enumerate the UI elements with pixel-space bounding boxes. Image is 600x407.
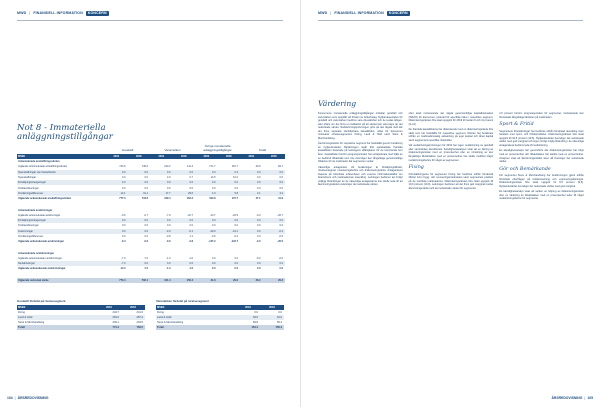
header-section: MWD	[318, 11, 328, 15]
table-cell: 12.1	[120, 191, 126, 195]
paragraph: En känslighetsanalys har genomförts där diskonteringsräntan har höjts med en procentenhet och tillväxttakten har sänkts med en procentenhet. Analysen visar att återvinningsvärdet även då överstiger det redovisade värdet.	[499, 149, 584, 164]
header-separator: |	[330, 11, 332, 15]
paragraph: 2,0 procent bortom prognosperioden för segmentet, motsvarande den förväntade långsiktiga tillväxten på marknaden.	[499, 112, 584, 119]
table-cell: -0.5	[278, 235, 283, 238]
table-cell: 29.3	[278, 278, 283, 282]
text-column	[499, 112, 584, 390]
table-cell: 84.7	[278, 165, 283, 169]
table-cell: 0.0	[234, 186, 238, 190]
row-label: Utgående ackumulerade avskrivningar	[18, 240, 64, 244]
table-cell: -7.9	[166, 213, 171, 217]
paragraph: För segmentet Store & Merchandising har bedömningen gjorts utifrån förväntad efterfrågan på butiksinredning och exponeringslösningar. Diskonteringsräntan före skatt uppgick till 9,5 procent (9,5). Nyttjandevärdet överstiger det redovisade värdet med god marginal.	[499, 174, 584, 188]
table-cell: 0.0	[122, 229, 126, 233]
table-cell: -0.6	[121, 213, 126, 217]
table-cell: 169.4	[164, 197, 171, 201]
table-cell: -4.9	[166, 229, 171, 233]
table-cell: 0.0	[144, 219, 148, 223]
table-cell: -0.6	[143, 240, 148, 244]
header-year: 2019	[203, 155, 210, 158]
table-cell: 156.4	[186, 278, 193, 282]
row-label: Utgående ackumulerade anskaffningsvärden	[18, 197, 72, 201]
table-cell: -22.7	[187, 213, 193, 217]
table-cell: 0.0	[234, 219, 238, 223]
row-label: Totalt	[157, 325, 164, 329]
paragraph: Vid nedskrivningsprövningen för 2019 har ingen nedskrivning av goodwill eller varumärken identifierats. Känslighetsanalyser visar att en ökning av diskonteringsräntan med en procentenhet eller en minskning av den långsiktiga tillväxttakten med en procentenhet inte skulle medföra något nedskrivningsbehov för något av segmenten.	[408, 144, 494, 162]
table-cell: 0.0	[279, 186, 283, 190]
table-cell: 31.1	[143, 191, 148, 195]
table-cell: 194.8	[209, 197, 216, 201]
row-label: Försäljning/utrangeringar	[18, 219, 46, 223]
row-label: Försäljning/utrangeringar	[18, 181, 46, 185]
header-year: 2018	[135, 155, 142, 158]
table-cell: 0.0	[122, 181, 126, 185]
table-cell: 0.0	[122, 186, 126, 190]
table-cell: 4.3	[212, 191, 216, 195]
row-label: Ingående ackumulerade nedskrivningar	[18, 256, 62, 260]
table-cell: 140.2	[164, 165, 171, 169]
row-label: Utgående ackumulerade nedskrivningar	[18, 267, 66, 271]
table-cell: 0.0	[189, 170, 193, 174]
row-label: Ingående ackumulerade anskaffningsvärden	[18, 165, 68, 169]
table-cell: 0.0	[279, 181, 283, 185]
table-cell: 0.0	[257, 229, 261, 233]
table-cell: 0.0	[257, 235, 261, 238]
table-cell: 111.4	[187, 165, 193, 169]
table-cell: -122.7	[230, 240, 238, 244]
column-group-header: Övriga immateriella anläggningstillgångar	[203, 144, 232, 152]
table-cell: 777.3	[119, 197, 126, 201]
table-cell: 0.0	[257, 170, 261, 174]
table-cell: 0.0	[122, 235, 126, 238]
table-cell: 0.0	[279, 267, 283, 271]
table-cell: 287.4	[136, 315, 143, 319]
table-cell: 0.0	[254, 310, 258, 314]
table-cell: 1.1	[189, 235, 193, 238]
table-cell: -1.0	[188, 267, 193, 271]
header-year: 2018	[225, 155, 232, 158]
table-cell: -20.6	[209, 229, 216, 233]
table-cell: 281.6	[112, 315, 119, 319]
table-cell: -18.9	[232, 213, 238, 217]
table-cell: 0.0	[122, 170, 126, 174]
table-cell: 0.0	[257, 262, 261, 266]
table-row	[156, 325, 284, 330]
footer-separator: |	[584, 396, 586, 400]
table-cell: 0.0	[212, 186, 216, 190]
table-cell: 0.0	[234, 262, 238, 266]
table-cell: -0.8	[166, 235, 171, 238]
table-cell: 0.0	[144, 181, 148, 185]
text-column	[318, 112, 403, 390]
table-cell: 0.0	[212, 219, 216, 223]
footer-page-number: 104	[7, 396, 13, 400]
table-cell: 0.0	[167, 170, 171, 174]
table-cell: 0.0	[189, 186, 193, 190]
row-label: Ackumulerade anskaffningsvärden	[18, 160, 60, 164]
footer-label: ÅRSREDOVISNING	[17, 396, 49, 400]
table-cell: 0.0	[189, 262, 193, 266]
table-cell: 29.6	[188, 191, 193, 195]
table-cell: 744.6	[141, 197, 148, 201]
page-header	[318, 9, 410, 17]
section-title: Värdering	[318, 99, 357, 108]
table-cell: 0.0	[144, 224, 148, 228]
table-cell: 0.0	[144, 186, 148, 190]
header-tag: KONCERN	[87, 11, 107, 15]
table-cell: 91.0	[276, 315, 282, 319]
table-cell: -1.0	[166, 267, 171, 271]
paragraph: efter skatt motsvarande det vägda genomsnittliga kapitalkostnaden (WACC) för koncernen, justerad för specifika risker i respektive segment. Diskonteringsräntan före skatt uppgick för 2019 till mellan 9 och 11 procent (9–11).	[408, 112, 494, 126]
table-cell: 0.0	[257, 181, 261, 185]
paragraph: Segmentets förutsättningar har bedömts utifrån förväntad utveckling inom handeln med sport- och fritidsprodukter. Diskonteringsräntan före skatt uppgick till 10,5 procent (10,5). Nyttjandevärdet överstiger det redovisade värdet med god marginal och ingen rimligt möjlig förändring i de väsentliga antagandena bedöms leda till nedskrivning.	[499, 129, 584, 147]
subheading: Gör och Bemärkande	[499, 166, 551, 172]
table-cell: 0.0	[212, 181, 216, 185]
row-label: Nyanskaffningar via rörelseförvärv	[18, 170, 56, 174]
table-caption: Varumärken fördelat på rörelsesegment	[156, 299, 209, 303]
table-cell: 69.8	[252, 320, 258, 324]
table-cell: -0.5	[211, 235, 216, 238]
column-group-header: Goodwill	[121, 147, 134, 152]
table-cell: 156.4	[275, 325, 282, 329]
table-cell: -19.1	[232, 229, 238, 233]
row-label: Store & Merchandising	[18, 320, 45, 324]
table-cell: 770.4	[119, 278, 126, 282]
table-cell: 0.0	[122, 224, 126, 228]
row-label: Omklassificeringar	[18, 186, 39, 190]
table-cell: 0.0	[144, 262, 148, 266]
table-cell: 0.0	[167, 262, 171, 266]
table-cell: 29.0	[233, 278, 238, 282]
header-rule	[17, 20, 283, 21]
header-section: MWD	[17, 11, 27, 15]
subheading: Fixing	[408, 165, 424, 171]
header-year: 2018	[130, 305, 136, 309]
table-cell: 0.0	[212, 256, 216, 260]
header-subsection: FINANSIELL INFORMATION	[33, 11, 83, 15]
table-cell: 763.5	[136, 325, 143, 329]
table-cell: 4.2	[279, 191, 283, 195]
table-cell: 4.9	[167, 176, 171, 180]
brand-segment-table	[156, 300, 284, 330]
table-cell: 171.7	[209, 165, 216, 169]
text-column	[409, 112, 494, 390]
footer-separator: |	[14, 396, 16, 400]
row-label: Ackumulerade avskrivningar	[18, 208, 53, 212]
table-cell: 736.1	[141, 278, 148, 282]
row-label: Nedskrivningar	[18, 262, 35, 266]
column-group-header: Totalt	[258, 147, 267, 152]
table-cell: 0.0	[234, 224, 238, 228]
table-cell: -7.0	[143, 267, 148, 271]
table-cell: -0.1	[188, 229, 193, 233]
table-cell: 0.0	[234, 256, 238, 260]
paragraph: Väsentliga antaganden vid beräkningen är försäljningstillväxt, rörelsemarginal, investeringsbehov och diskonteringsränta. Antagandena baseras på historiska erfarenheter och externa informationskällor om branschens och marknadernas utveckling. Ledningen bedömer att rimligt möjliga förändringar av de väsentliga antagandena inte skulle leda till att återvinningsvärdet understiger det redovisade värdet.	[318, 165, 403, 187]
header-year: 2018	[180, 155, 187, 158]
row-label: Store & Merchandising	[157, 320, 184, 324]
table-cell: 0.0	[257, 186, 261, 190]
table-cell: -0.4	[233, 235, 238, 238]
row-label: Land & Hold	[157, 315, 172, 319]
paragraph: Återvinningsvärdet för respektive segment har fastställts genom beräkning av nyttjandevärdet. Beräkningen utgår från uppskattade framtida kassaflöden baserade på ledningens affärsplaner för de kommande fem åren. Kassaflöden bortom prognosperioden har extrapolerats med hjälp av en bedömd tillväxttakt som inte överstiger den långsiktiga genomsnittliga tillväxten för de marknader där segmenten verkar.	[318, 142, 403, 164]
table-cell: 172.7	[231, 197, 238, 201]
table-cell: 161.4	[164, 278, 171, 282]
row-label: Totalt	[18, 325, 25, 329]
table-cell: 0.0	[144, 229, 148, 233]
table-cell: 0.7	[189, 176, 193, 180]
header-year: 2018	[269, 305, 275, 309]
table-cell: -0.0	[256, 213, 261, 217]
right-page	[300, 0, 600, 407]
subheading: Sport & Fritid	[499, 122, 534, 128]
table-cell: 0.0	[279, 219, 283, 223]
table-cell: -147.2	[208, 240, 216, 244]
table-cell: 0.0	[279, 176, 283, 180]
table-cell: 5.8	[234, 191, 238, 195]
table-cell: 0.0	[212, 224, 216, 228]
table-row	[17, 325, 145, 330]
table-cell: 40.6	[255, 165, 261, 169]
table-cell: 0.0	[234, 267, 238, 271]
table-cell: 0.0	[167, 219, 171, 223]
table-cell: 2.1	[257, 191, 261, 195]
table-cell: 0.0	[212, 262, 216, 266]
table-cell: 17.7	[165, 191, 171, 195]
row-label: Omräkningsdifferenser	[18, 235, 44, 238]
table-cell: 0.0	[234, 181, 238, 185]
table-cell: 744.6	[119, 165, 126, 169]
paragraph: Förutsättningarna för segmentet Fixing har bedömts utifrån förväntad tillväxt inom bygg- och renoveringsmarknaden samt segmentets position på de nordiska marknaderna. Diskonteringsräntan före skatt uppgick till 10,0 procent (10,0). Ledningen bedömer att det finns god marginal mellan återvinningsvärdet och det redovisade värdet för segmentet.	[408, 172, 494, 190]
table-cell: 0.0	[279, 262, 283, 266]
header-year: 2019	[106, 305, 112, 309]
table-cell: -0.0	[256, 240, 261, 244]
table-cell: 0.0	[189, 219, 193, 223]
table-cell: 16.2	[233, 176, 238, 180]
table-cell: 0.0	[212, 267, 216, 271]
table-cell: 0.0	[257, 219, 261, 223]
table-cell: -7.0	[143, 256, 148, 260]
table-cell: 0.0	[189, 224, 193, 228]
table-cell: -0.4	[278, 229, 283, 233]
table-cell: 0.0	[278, 310, 282, 314]
table-cell: 0.0	[257, 224, 261, 228]
table-caption: Goodwill fördelat på rörelsesegment	[17, 299, 66, 303]
table-cell: -0.0	[256, 256, 261, 260]
table-cell: 0.0	[122, 219, 126, 223]
table-cell: 41.9	[278, 197, 283, 201]
table-cell: -14.0	[119, 267, 126, 271]
table-cell: 65.4	[276, 320, 282, 324]
header-label: MSEK	[18, 155, 26, 158]
table-cell: -2.8	[188, 240, 193, 244]
table-cell: 243.7	[112, 310, 119, 314]
header-label: MSEK	[157, 305, 165, 309]
column-group-header: Varumärken	[164, 147, 181, 152]
table-cell: -0.4	[121, 240, 126, 244]
table-cell: 0.0	[167, 224, 171, 228]
page-header	[17, 9, 109, 17]
table-cell: 0.0	[167, 181, 171, 185]
table-cell: 151.7	[231, 165, 238, 169]
text-columns	[318, 112, 584, 390]
header-label: MSEK	[18, 305, 26, 309]
header-year: 2019	[158, 155, 165, 158]
table-cell: 47.1	[255, 197, 261, 201]
row-label: Ackumulerade nedskrivningar	[18, 251, 54, 255]
row-label: Fixing	[18, 310, 25, 314]
table-cell: 0.0	[144, 235, 148, 238]
header-separator: |	[29, 11, 31, 15]
header-year: 2018	[270, 155, 277, 158]
table-cell: 0.0	[167, 186, 171, 190]
page-footer-right	[551, 396, 593, 400]
table-cell: 234.5	[136, 320, 143, 324]
row-label: Omklassificeringar	[18, 224, 39, 228]
footer-label: ÅRSREDOVISNING	[551, 396, 583, 400]
paragraph: Koncernens immateriella anläggningstillgångar omfattar goodwill och varumärken som uppstått vid förvärv av dotterbolag. Nyttjandeperioden för goodwill och varumärken bedöms vara obestämbar och de testas årligen, eller oftare om det finns en indikation på att värdet kan vara lägre än det redovisade värdet. Nedskrivningsprövningen görs på den lägsta nivå där det finns separata identifierbara kassaflöden, vilket för koncernen motsvarar rörelsesegmenten Fixing, Land & Hold samt Store & Merchandising.	[318, 112, 403, 140]
table-cell: 0.3	[212, 170, 216, 174]
table-cell: 0.0	[279, 170, 283, 174]
header-subsection: FINANSIELL INFORMATION	[334, 11, 384, 15]
footer-page-number: 105	[587, 396, 593, 400]
table-cell: 774.4	[112, 325, 119, 329]
table-cell: -0.7	[143, 213, 148, 217]
table-cell: -26.7	[277, 213, 283, 217]
row-label: Avskrivningar	[18, 229, 33, 233]
table-cell: 0.0	[257, 176, 261, 180]
table-cell: -1.0	[166, 256, 171, 260]
table-cell: 0.0	[144, 176, 148, 180]
table-cell: 241.6	[136, 310, 143, 314]
table-cell: 14.5	[210, 176, 216, 180]
header-year: 2019	[245, 305, 251, 309]
row-label: Nyanskaffningar	[18, 176, 37, 180]
intangible-assets-table	[17, 144, 285, 283]
table-cell: -1.0	[188, 256, 193, 260]
table-cell: -0.0	[166, 240, 171, 244]
table-cell: 746.6	[141, 165, 148, 169]
row-label: Ingående ackumulerade avskrivningar	[18, 213, 61, 217]
table-cell: 0.0	[144, 170, 148, 174]
table-cell: 28.2	[255, 278, 261, 282]
table-cell: -26.5	[277, 240, 283, 244]
table-cell: 0.0	[122, 176, 126, 180]
row-label: Utgående redovisat värde	[18, 278, 49, 282]
table-cell: -0.0	[278, 256, 283, 260]
table-cell: -7.0	[121, 262, 126, 266]
header-tag: KONCERN	[388, 11, 408, 15]
table-cell: 94.6	[252, 315, 258, 319]
page-footer-left	[7, 396, 49, 400]
table-cell: 162.2	[186, 197, 193, 201]
table-cell: 0.0	[189, 181, 193, 185]
table-cell: 249.1	[112, 320, 119, 324]
table-cell: -13.7	[209, 213, 216, 217]
table-cell: 0.0	[279, 224, 283, 228]
table-cell: 0.3	[234, 170, 238, 174]
table-cell: 0.0	[257, 267, 261, 271]
table-cell: 164.4	[251, 325, 258, 329]
paragraph: En känslighetsanalys visar att varken en höjning av diskonteringsräntan eller en sänkning av tillväxttakten med en procentenhet leder till något nedskrivningsbehov för segmentet.	[499, 190, 584, 201]
row-label: Land & Hold	[18, 315, 33, 319]
header-rule	[318, 20, 583, 21]
header-year: 2019	[248, 155, 255, 158]
table-cell: -7.0	[121, 256, 126, 260]
table-row	[17, 278, 285, 283]
header-year: 2019	[113, 155, 120, 158]
paragraph: De framtida kassaflödena har diskonterats med en diskonteringsränta före skatt som har fastställts för respektive segment. Räntan har beräknats utifrån en marknadsmässig avkastning på eget kapital och lånat kapital samt segmentens specifika riskprofiler.	[408, 128, 494, 142]
row-label: Fixing	[157, 310, 164, 314]
row-label: Omräkningsdifferenser	[18, 191, 44, 195]
note-title: Not 8 - Immateriella anläggningstillgångar	[17, 123, 113, 143]
table-cell: 31.8	[210, 278, 216, 282]
goodwill-segment-table	[17, 300, 145, 330]
